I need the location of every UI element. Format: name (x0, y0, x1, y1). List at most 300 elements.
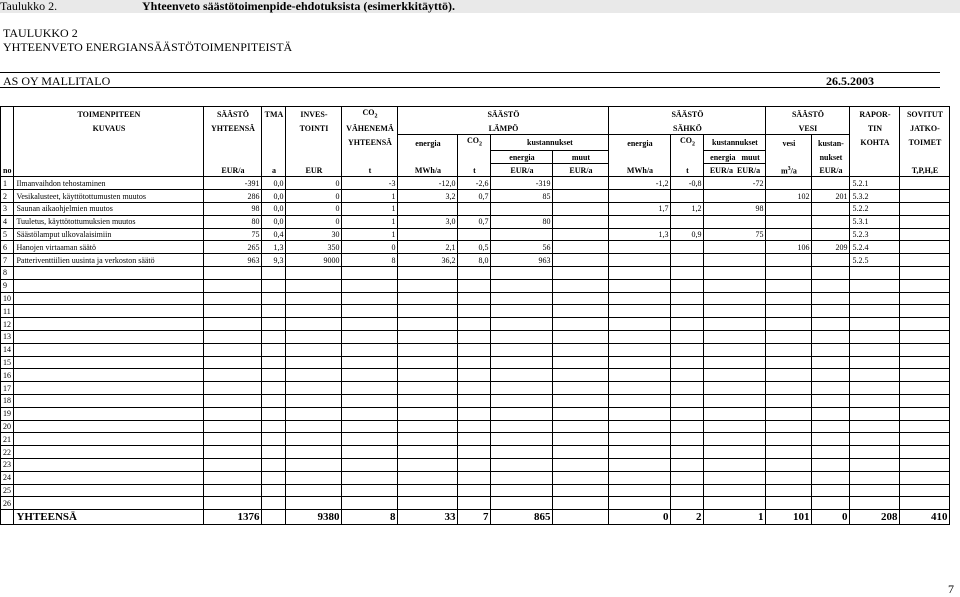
table-cell (812, 394, 850, 407)
table-cell: -319 (491, 177, 553, 190)
table-cell (553, 343, 609, 356)
table-cell: 0,0 (262, 177, 286, 190)
table-cell (766, 446, 812, 459)
table-cell (262, 356, 286, 369)
table-cell (458, 228, 491, 241)
table-cell: Hanojen virtaaman säätö (14, 241, 204, 254)
table-cell (704, 254, 766, 267)
table-cell (900, 203, 950, 216)
table-cell (262, 407, 286, 420)
table-cell (204, 305, 262, 318)
table-cell (704, 420, 766, 433)
table-cell (286, 484, 342, 497)
table-cell (458, 407, 491, 420)
table-cell (812, 356, 850, 369)
table-cell (553, 203, 609, 216)
total-cell: 208 (850, 510, 900, 525)
table-cell: 2,1 (398, 241, 458, 254)
table-cell (14, 369, 204, 382)
table-cell (609, 382, 671, 395)
table-cell (609, 279, 671, 292)
table-cell (204, 318, 262, 331)
table-cell: 85 (491, 190, 553, 203)
table-cell (458, 484, 491, 497)
table-cell (766, 407, 812, 420)
table-cell (704, 279, 766, 292)
table-cell (286, 458, 342, 471)
total-cell (1, 510, 14, 525)
table-cell: -391 (204, 177, 262, 190)
table-cell (900, 318, 950, 331)
table-cell: 0,0 (262, 215, 286, 228)
table-row (1, 331, 950, 344)
table-cell (609, 471, 671, 484)
table-cell (704, 215, 766, 228)
table-row (1, 458, 950, 471)
table-cell (704, 458, 766, 471)
table-cell (671, 497, 704, 510)
table-cell: -1,2 (609, 177, 671, 190)
table-cell: 21 (1, 433, 14, 446)
table-cell (14, 433, 204, 446)
table-cell (398, 433, 458, 446)
table-cell: 0,9 (671, 228, 704, 241)
table-row (1, 279, 950, 292)
table-cell (553, 279, 609, 292)
table-cell (342, 369, 398, 382)
table-cell (553, 497, 609, 510)
table-cell (204, 331, 262, 344)
table-cell (766, 177, 812, 190)
table-row (1, 369, 950, 382)
table-cell (766, 215, 812, 228)
table-cell (609, 497, 671, 510)
table-cell: 13 (1, 331, 14, 344)
table-cell (458, 356, 491, 369)
table-cell (204, 446, 262, 459)
table-cell (900, 305, 950, 318)
table-cell (850, 420, 900, 433)
table-cell (766, 343, 812, 356)
table-cell (458, 369, 491, 382)
table-cell (704, 471, 766, 484)
table-cell (900, 292, 950, 305)
table-cell (812, 497, 850, 510)
table-cell: 0,0 (262, 203, 286, 216)
table-cell: 5.3.1 (850, 215, 900, 228)
table-cell: 265 (204, 241, 262, 254)
table-cell: 1,2 (671, 203, 704, 216)
table-cell (553, 407, 609, 420)
table-cell (262, 318, 286, 331)
table-cell: 0 (286, 215, 342, 228)
table-cell (286, 305, 342, 318)
table-row (1, 305, 950, 318)
table-cell (204, 407, 262, 420)
table-cell: 963 (204, 254, 262, 267)
table-cell: 106 (766, 241, 812, 254)
table-cell (458, 394, 491, 407)
table-cell (14, 318, 204, 331)
table-cell (671, 279, 704, 292)
table-cell (491, 318, 553, 331)
table-cell (342, 343, 398, 356)
table-cell (766, 331, 812, 344)
table-cell (458, 433, 491, 446)
table-cell: 23 (1, 458, 14, 471)
table-row (1, 433, 950, 446)
table-cell (342, 318, 398, 331)
table-cell (900, 343, 950, 356)
table-cell: 286 (204, 190, 262, 203)
table-cell (671, 305, 704, 318)
table-cell (286, 331, 342, 344)
total-cell: 0 (609, 510, 671, 525)
table-row (1, 215, 950, 228)
table-cell (553, 484, 609, 497)
table-cell (204, 420, 262, 433)
table-cell (14, 484, 204, 497)
table-cell (491, 267, 553, 280)
table-cell: 963 (491, 254, 553, 267)
total-cell: 2 (671, 510, 704, 525)
table-cell (812, 446, 850, 459)
table-cell (14, 267, 204, 280)
table-cell (458, 458, 491, 471)
table-cell (204, 471, 262, 484)
table-cell (553, 292, 609, 305)
table-cell (609, 433, 671, 446)
table-cell (671, 292, 704, 305)
table-cell (671, 369, 704, 382)
table-cell (553, 420, 609, 433)
table-cell (704, 292, 766, 305)
table-cell: 5.2.3 (850, 228, 900, 241)
table-cell: 0 (286, 177, 342, 190)
table-cell (342, 356, 398, 369)
table-cell (704, 394, 766, 407)
table-cell (900, 471, 950, 484)
table-cell (262, 420, 286, 433)
table-cell (286, 343, 342, 356)
table-cell: 0,7 (458, 190, 491, 203)
table-cell (812, 433, 850, 446)
table-cell (671, 190, 704, 203)
table-cell (900, 190, 950, 203)
table-cell (766, 484, 812, 497)
table-cell (342, 292, 398, 305)
table-cell (342, 484, 398, 497)
table-cell (609, 305, 671, 318)
table-cell (671, 394, 704, 407)
table-row (1, 407, 950, 420)
table-cell: 5.2.4 (850, 241, 900, 254)
table-cell (609, 369, 671, 382)
table-cell (14, 292, 204, 305)
table-cell (812, 254, 850, 267)
table-cell (812, 420, 850, 433)
table-cell (398, 458, 458, 471)
table-cell (812, 471, 850, 484)
table-cell (458, 446, 491, 459)
table-cell: 25 (1, 484, 14, 497)
table-cell (553, 356, 609, 369)
table-cell (14, 407, 204, 420)
table-cell: 17 (1, 382, 14, 395)
total-cell: YHTEENSÄ (14, 510, 204, 525)
table-cell (342, 305, 398, 318)
table-cell (766, 497, 812, 510)
table-cell (900, 394, 950, 407)
table-row (1, 356, 950, 369)
table-cell (398, 305, 458, 318)
table-cell (900, 279, 950, 292)
table-cell (704, 433, 766, 446)
table-cell (204, 382, 262, 395)
table-row (1, 292, 950, 305)
table-cell (342, 420, 398, 433)
table-cell (491, 420, 553, 433)
table-cell (398, 343, 458, 356)
table-cell (14, 471, 204, 484)
table-cell (491, 433, 553, 446)
total-cell: 1 (704, 510, 766, 525)
table-cell (766, 369, 812, 382)
table-cell (262, 433, 286, 446)
table-row (1, 177, 950, 190)
table-row (1, 318, 950, 331)
table-cell (286, 471, 342, 484)
table-cell (704, 369, 766, 382)
table-cell (766, 305, 812, 318)
table-cell (262, 394, 286, 407)
table-cell: 16 (1, 369, 14, 382)
table-cell: 102 (766, 190, 812, 203)
table-cell: -2,6 (458, 177, 491, 190)
table-cell (491, 497, 553, 510)
table-cell (609, 267, 671, 280)
table-cell (14, 420, 204, 433)
table-cell (850, 382, 900, 395)
table-cell (900, 497, 950, 510)
table-cell (491, 279, 553, 292)
table-row (1, 190, 950, 203)
table-cell (458, 343, 491, 356)
table-cell (900, 407, 950, 420)
table-cell (704, 484, 766, 497)
table-cell (286, 394, 342, 407)
table-cell (14, 446, 204, 459)
table-cell: 1 (1, 177, 14, 190)
table-cell (398, 369, 458, 382)
table-row (1, 203, 950, 216)
table-cell (342, 394, 398, 407)
table-cell (342, 331, 398, 344)
table-cell (704, 446, 766, 459)
table-cell (850, 292, 900, 305)
table-cell (458, 305, 491, 318)
table-cell (342, 497, 398, 510)
table-cell (766, 279, 812, 292)
table-cell (850, 484, 900, 497)
table-cell (286, 279, 342, 292)
table-cell: 8 (1, 267, 14, 280)
table-cell (204, 497, 262, 510)
table-cell (286, 369, 342, 382)
table-cell (342, 458, 398, 471)
table-cell (671, 254, 704, 267)
table-cell (812, 279, 850, 292)
table-cell (850, 356, 900, 369)
table-cell (14, 343, 204, 356)
table-cell: 26 (1, 497, 14, 510)
table-cell (458, 267, 491, 280)
table-cell: 5.2.1 (850, 177, 900, 190)
table-cell: 0 (286, 190, 342, 203)
table-cell (553, 190, 609, 203)
table-row (1, 497, 950, 510)
table-cell: -3 (342, 177, 398, 190)
table-cell (204, 292, 262, 305)
table-cell (850, 318, 900, 331)
table-cell (850, 279, 900, 292)
table-cell: 56 (491, 241, 553, 254)
table-cell (812, 292, 850, 305)
table-cell (286, 433, 342, 446)
page-number: 7 (948, 582, 954, 596)
table-cell (491, 292, 553, 305)
table-cell (609, 394, 671, 407)
table-cell: 15 (1, 356, 14, 369)
table-cell (398, 279, 458, 292)
table-cell: 20 (1, 420, 14, 433)
table-cell: -12,0 (398, 177, 458, 190)
table-cell (609, 292, 671, 305)
table-cell (609, 343, 671, 356)
table-cell (812, 267, 850, 280)
table-cell (553, 382, 609, 395)
table-row (1, 382, 950, 395)
table-cell (766, 458, 812, 471)
table-cell (609, 458, 671, 471)
total-cell: 410 (900, 510, 950, 525)
table-cell: 18 (1, 394, 14, 407)
table-cell (14, 305, 204, 318)
table-cell (900, 433, 950, 446)
total-cell: 8 (342, 510, 398, 525)
table-cell (204, 369, 262, 382)
table-cell: 2 (1, 190, 14, 203)
table-cell (204, 433, 262, 446)
table-cell: 1 (342, 215, 398, 228)
table-cell: 6 (1, 241, 14, 254)
table-cell: 5.2.5 (850, 254, 900, 267)
table-cell (766, 254, 812, 267)
table-cell (609, 484, 671, 497)
table-cell (491, 305, 553, 318)
table-cell (900, 228, 950, 241)
table-cell: 10 (1, 292, 14, 305)
table-cell (398, 267, 458, 280)
table-cell: 75 (204, 228, 262, 241)
table-cell: 14 (1, 343, 14, 356)
table-cell (14, 382, 204, 395)
document-title-bar (0, 0, 960, 13)
table-cell (850, 331, 900, 344)
table-cell (491, 484, 553, 497)
table-cell (14, 458, 204, 471)
table-cell (609, 190, 671, 203)
table-cell (553, 254, 609, 267)
table-cell (900, 254, 950, 267)
table-cell: -72 (704, 177, 766, 190)
table-cell (609, 420, 671, 433)
table-cell (850, 458, 900, 471)
table-row (1, 343, 950, 356)
table-cell: 98 (204, 203, 262, 216)
table-cell (553, 228, 609, 241)
table-cell (671, 458, 704, 471)
table-cell (609, 318, 671, 331)
table-cell (704, 305, 766, 318)
table-cell (491, 471, 553, 484)
table-cell (671, 446, 704, 459)
table-cell (609, 215, 671, 228)
table-cell (342, 267, 398, 280)
table-cell: 22 (1, 446, 14, 459)
table-cell (398, 497, 458, 510)
table-cell (398, 356, 458, 369)
company-name: AS OY MALLITALO (3, 74, 111, 88)
table-cell (204, 279, 262, 292)
table-cell (900, 458, 950, 471)
table-body (1, 177, 950, 525)
table-cell (398, 228, 458, 241)
table-cell (398, 407, 458, 420)
table-cell (609, 331, 671, 344)
table-cell (671, 407, 704, 420)
table-cell (262, 497, 286, 510)
table-cell (491, 446, 553, 459)
table-cell (671, 241, 704, 254)
table-cell (671, 420, 704, 433)
table-cell (553, 331, 609, 344)
table-row (1, 267, 950, 280)
table-cell (553, 241, 609, 254)
table-row (1, 228, 950, 241)
table-row (1, 484, 950, 497)
table-cell (766, 267, 812, 280)
table-cell (671, 318, 704, 331)
table-cell (262, 382, 286, 395)
table-cell (671, 343, 704, 356)
table-cell: -0,8 (671, 177, 704, 190)
table-cell (286, 446, 342, 459)
report-date: 26.5.2003 (826, 74, 874, 88)
table-cell (458, 382, 491, 395)
table-cell (342, 382, 398, 395)
table-cell (553, 433, 609, 446)
table-cell (342, 471, 398, 484)
table-cell (204, 484, 262, 497)
table-cell: 9 (1, 279, 14, 292)
table-cell (286, 356, 342, 369)
table-cell (671, 484, 704, 497)
table-cell (900, 446, 950, 459)
table-cell (286, 407, 342, 420)
table-cell (850, 446, 900, 459)
table-cell (458, 497, 491, 510)
